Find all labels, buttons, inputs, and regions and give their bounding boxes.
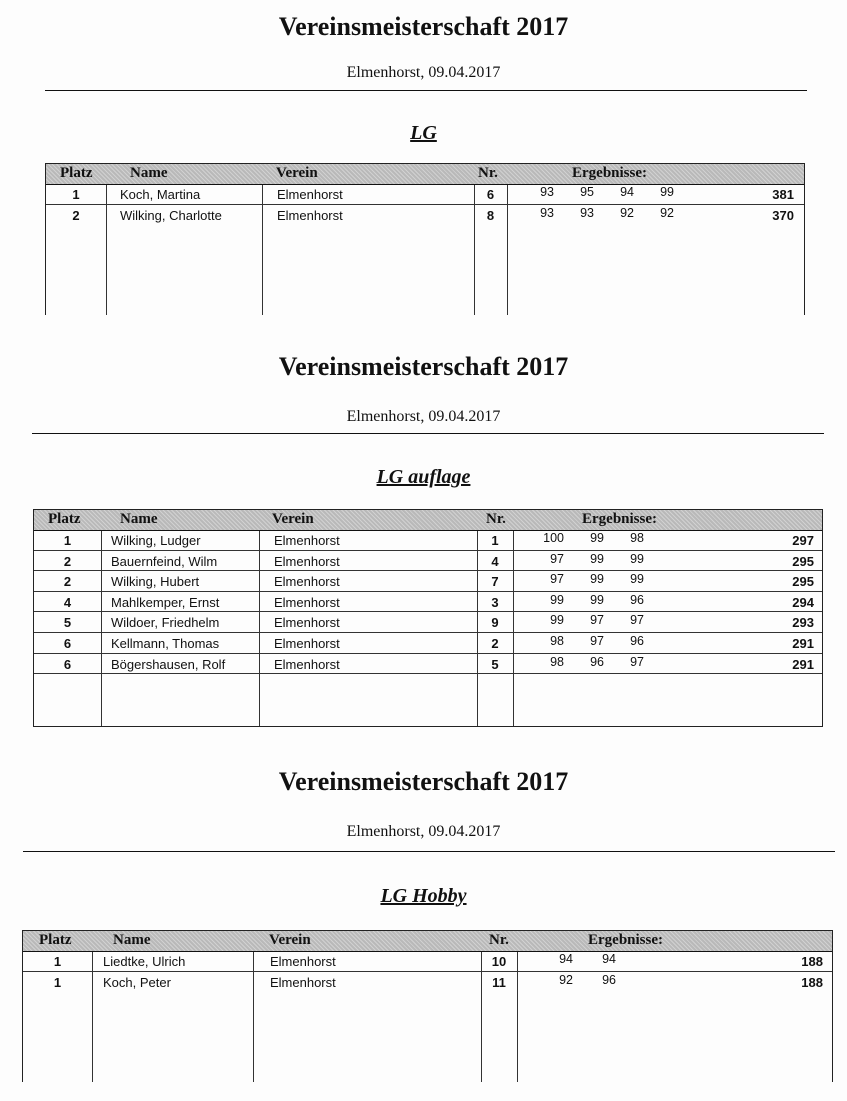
header-nr: Nr. xyxy=(478,165,498,181)
section-lg xyxy=(0,0,847,320)
header-ergebnisse: Ergebnisse: xyxy=(572,165,647,181)
score-cell: 98 xyxy=(550,633,564,648)
table-body xyxy=(46,184,804,224)
total-cell: 188 xyxy=(801,974,823,990)
platz-cell: 2 xyxy=(63,574,72,590)
name-cell: Bauernfeind, Wilm xyxy=(111,553,218,569)
verein-cell: Elmenhorst xyxy=(274,615,340,631)
score-cell: 97 xyxy=(550,572,564,587)
platz-cell: 5 xyxy=(63,615,72,631)
score-cell: 98 xyxy=(630,531,644,545)
total-cell: 291 xyxy=(792,635,814,651)
score-cell: 97 xyxy=(590,633,604,648)
nr-cell: 7 xyxy=(491,574,499,590)
table-header xyxy=(23,931,832,952)
header-verein: Verein xyxy=(276,165,318,181)
platz-cell: 1 xyxy=(63,533,72,548)
table-row xyxy=(34,612,822,633)
score-cell: 99 xyxy=(550,613,564,628)
results-table xyxy=(45,163,805,315)
section-title: Vereinsmeisterschaft 2017 xyxy=(278,352,569,381)
section-lg-auflage xyxy=(0,340,847,730)
results-table xyxy=(33,509,823,727)
score-cell: 96 xyxy=(590,654,604,669)
nr-cell: 11 xyxy=(492,974,506,990)
table-row xyxy=(46,205,804,225)
table-row xyxy=(23,951,832,972)
section-subtitle: Elmenhorst, 09.04.2017 xyxy=(346,408,501,425)
header-ergebnisse: Ergebnisse: xyxy=(588,932,663,948)
score-cell: 99 xyxy=(590,551,604,566)
name-cell: Mahlkemper, Ernst xyxy=(111,594,220,610)
name-cell: Wildoer, Friedhelm xyxy=(111,615,220,631)
score-cell: 92 xyxy=(620,205,634,220)
score-cell: 93 xyxy=(540,185,554,199)
section-subtitle: Elmenhorst, 09.04.2017 xyxy=(346,823,501,840)
score-cell: 98 xyxy=(550,654,564,669)
verein-cell: Elmenhorst xyxy=(270,974,336,990)
nr-cell: 8 xyxy=(486,207,495,223)
header-rule xyxy=(32,433,824,434)
header-platz: Platz xyxy=(48,511,81,527)
score-cell: 94 xyxy=(620,185,634,199)
verein-cell: Elmenhorst xyxy=(274,656,340,672)
table-row xyxy=(34,551,822,572)
score-cell: 94 xyxy=(602,952,616,966)
verein-cell: Elmenhorst xyxy=(274,533,340,548)
verein-cell: Elmenhorst xyxy=(277,207,343,223)
total-cell: 291 xyxy=(792,656,814,672)
table-row xyxy=(34,571,822,592)
nr-cell: 5 xyxy=(491,656,499,672)
nr-cell: 1 xyxy=(491,533,499,548)
table-row xyxy=(34,654,822,675)
nr-cell: 10 xyxy=(491,954,507,969)
platz-cell: 4 xyxy=(63,594,72,610)
score-cell: 97 xyxy=(630,613,644,628)
score-cell: 99 xyxy=(550,592,564,607)
name-cell: Kellmann, Thomas xyxy=(111,635,220,651)
platz-cell: 1 xyxy=(72,187,80,202)
header-nr: Nr. xyxy=(489,932,509,948)
table-row xyxy=(23,972,832,992)
table-body xyxy=(34,530,822,674)
results-table xyxy=(22,930,833,1082)
verein-cell: Elmenhorst xyxy=(274,594,340,610)
score-cell: 92 xyxy=(559,972,573,987)
header-name: Name xyxy=(120,511,158,527)
total-cell: 295 xyxy=(792,574,814,590)
table-row xyxy=(34,633,822,654)
verein-cell: Elmenhorst xyxy=(277,187,343,202)
verein-cell: Elmenhorst xyxy=(274,635,340,651)
header-verein: Verein xyxy=(272,511,314,527)
score-cell: 99 xyxy=(660,185,674,199)
score-cell: 99 xyxy=(590,531,604,545)
header-rule xyxy=(45,90,807,91)
score-cell: 99 xyxy=(590,572,604,587)
score-cell: 97 xyxy=(590,613,604,628)
header-rule xyxy=(23,851,835,852)
verein-cell: Elmenhorst xyxy=(274,574,340,590)
platz-cell: 2 xyxy=(63,553,72,569)
platz-cell: 1 xyxy=(53,954,62,969)
nr-cell: 9 xyxy=(491,615,499,631)
score-cell: 93 xyxy=(540,205,554,220)
score-cell: 96 xyxy=(602,972,616,987)
total-cell: 188 xyxy=(801,954,823,969)
header-platz: Platz xyxy=(60,165,93,181)
score-cell: 95 xyxy=(580,185,594,199)
platz-cell: 6 xyxy=(63,635,72,651)
score-cell: 97 xyxy=(630,654,644,669)
total-cell: 381 xyxy=(772,187,794,202)
platz-cell: 2 xyxy=(72,207,80,223)
header-platz: Platz xyxy=(39,932,72,948)
score-cell: 99 xyxy=(630,572,644,587)
score-cell: 93 xyxy=(580,205,594,220)
table-header xyxy=(34,510,822,531)
total-cell: 295 xyxy=(792,553,814,569)
section-title: Vereinsmeisterschaft 2017 xyxy=(278,12,569,41)
table-row xyxy=(34,592,822,613)
table-row xyxy=(34,530,822,551)
category-title: LG xyxy=(410,122,437,144)
name-cell: Bögershausen, Rolf xyxy=(111,656,226,672)
score-cell: 92 xyxy=(660,205,674,220)
table-header xyxy=(46,164,804,185)
name-cell: Koch, Peter xyxy=(103,974,171,990)
name-cell: Wilking, Ludger xyxy=(111,533,201,548)
header-name: Name xyxy=(130,165,168,181)
total-cell: 370 xyxy=(772,207,794,223)
nr-cell: 3 xyxy=(491,594,499,610)
total-cell: 297 xyxy=(792,533,814,548)
name-cell: Liedtke, Ulrich xyxy=(103,954,186,969)
category-title: LG auflage xyxy=(376,466,471,488)
score-cell: 96 xyxy=(630,592,644,607)
platz-cell: 1 xyxy=(53,974,62,990)
name-cell: Koch, Martina xyxy=(120,187,201,202)
table-body xyxy=(23,951,832,991)
category-title: LG Hobby xyxy=(380,885,467,907)
verein-cell: Elmenhorst xyxy=(270,954,336,969)
verein-cell: Elmenhorst xyxy=(274,553,340,569)
score-cell: 97 xyxy=(550,551,564,566)
score-cell: 96 xyxy=(630,633,644,648)
table-row xyxy=(46,184,804,205)
name-cell: Wilking, Charlotte xyxy=(120,207,222,223)
name-cell: Wilking, Hubert xyxy=(111,574,200,590)
platz-cell: 6 xyxy=(63,656,72,672)
section-title: Vereinsmeisterschaft 2017 xyxy=(278,767,569,796)
header-nr: Nr. xyxy=(486,511,506,527)
section-subtitle: Elmenhorst, 09.04.2017 xyxy=(346,64,501,81)
nr-cell: 6 xyxy=(486,187,495,202)
section-lg-hobby xyxy=(0,755,847,1101)
score-cell: 99 xyxy=(630,551,644,566)
header-verein: Verein xyxy=(269,932,311,948)
nr-cell: 2 xyxy=(491,635,499,651)
total-cell: 293 xyxy=(792,615,814,631)
score-cell: 94 xyxy=(559,952,573,966)
header-name: Name xyxy=(113,932,151,948)
header-ergebnisse: Ergebnisse: xyxy=(582,511,657,527)
nr-cell: 4 xyxy=(491,553,499,569)
score-cell: 100 xyxy=(543,531,564,545)
total-cell: 294 xyxy=(792,594,814,610)
score-cell: 99 xyxy=(590,592,604,607)
